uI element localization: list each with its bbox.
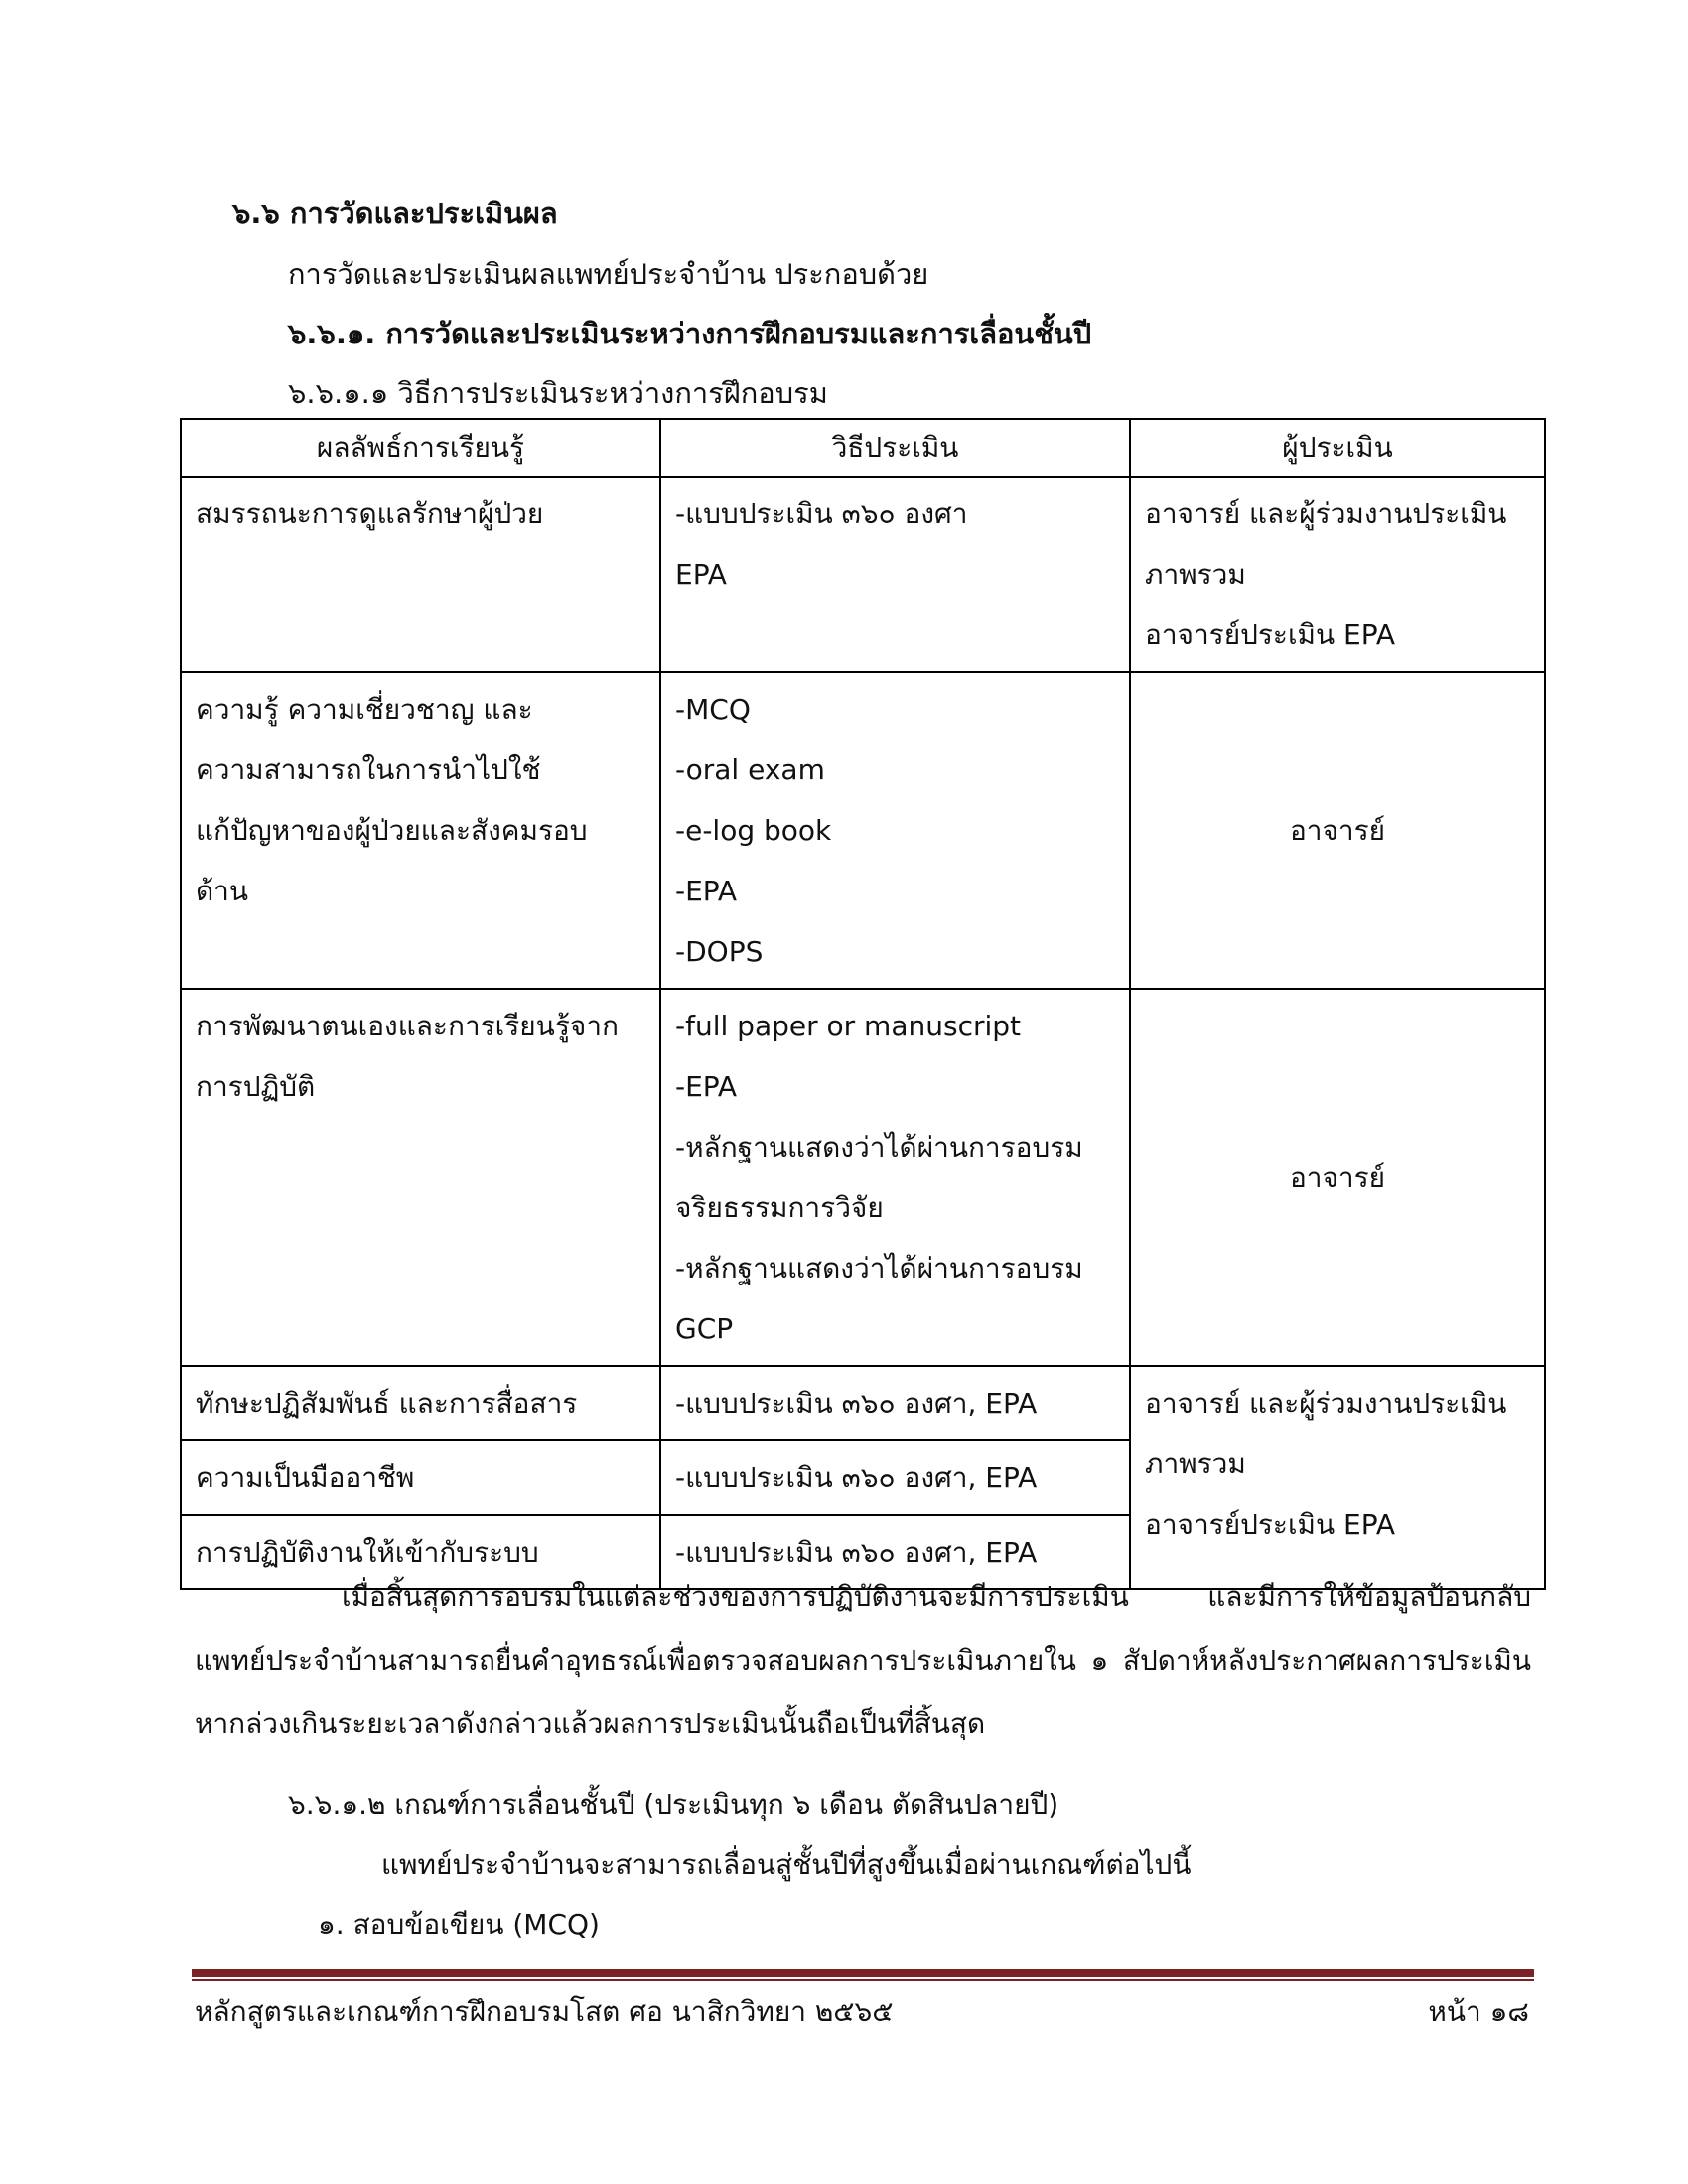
outcome-line: ความเป็นมืออาชีพ — [196, 1461, 415, 1494]
assessor-line: อาจารย์ และผู้ร่วมงานประเมิน — [1145, 497, 1507, 530]
table-row — [181, 672, 1545, 989]
outcome-line: สมรรถนะการดูแลรักษาผู้ป่วย — [196, 497, 544, 530]
table-header-row — [181, 419, 1545, 477]
assessor-cell-merged — [1130, 1366, 1545, 1589]
method-line: GCP — [675, 1312, 734, 1345]
table-row — [181, 1366, 1545, 1440]
outcome-cell — [181, 1440, 660, 1515]
outcome-line: ความรู้ ความเชี่ยวชาญ และ — [196, 693, 533, 726]
criteria-intro: แพทย์ประจำบ้านจะสามารถเลื่อนสู่ชั้นปีที่สูงขึ้นเมื่อผ่านเกณฑ์ต่อไปนี้ — [381, 1848, 1192, 1881]
outcome-cell — [181, 1366, 660, 1440]
outcome-line: ความสามารถในการนำไปใช้ — [196, 753, 541, 786]
assessor-line: อาจารย์ประเมิน EPA — [1145, 618, 1395, 651]
criteria-item: ๑. สอบข้อเขียน (MCQ) — [318, 1908, 600, 1941]
method-line: EPA — [675, 558, 727, 591]
table-row — [181, 477, 1545, 672]
outcome-line: การปฏิบัติ — [196, 1070, 316, 1103]
assessor-line: อาจารย์ และผู้ร่วมงานประเมิน — [1145, 1387, 1507, 1420]
method-line: -EPA — [675, 1070, 738, 1103]
assessor-cell — [1130, 477, 1545, 672]
method-line: -แบบประเมิน ๓๖๐ องศา — [675, 497, 968, 530]
outcome-cell — [181, 672, 660, 989]
method-line: -EPA — [675, 875, 738, 907]
assessor-line: อาจารย์ — [1289, 814, 1386, 847]
footer-rule-thin — [192, 1979, 1534, 1981]
method-line: -แบบประเมิน ๓๖๐ องศา, EPA — [675, 1461, 1038, 1494]
header-outcome: ผลลัพธ์การเรียนรู้ — [181, 419, 660, 477]
header-assessor: ผู้ประเมิน — [1130, 419, 1545, 477]
footer-title: หลักสูตรและเกณฑ์การฝึกอบรมโสต ศอ นาสิกวิทยา ๒๕๖๕ — [195, 1995, 894, 2028]
section-heading: ๖.๖ การวัดและประเมินผล — [232, 197, 558, 230]
assessment-table — [180, 418, 1546, 1590]
outcome-line: การปฏิบัติงานให้เข้ากับระบบ — [196, 1536, 539, 1569]
method-line: -แบบประเมิน ๓๖๐ องศา, EPA — [675, 1387, 1038, 1420]
method-line: -หลักฐานแสดงว่าได้ผ่านการอบรม — [675, 1131, 1083, 1163]
outcome-line: ทักษะปฏิสัมพันธ์ และการสื่อสาร — [196, 1387, 578, 1420]
criteria-heading: ๖.๖.๑.๒ เกณฑ์การเลื่อนชั้นปี (ประเมินทุก ๖ เดือน ตัดสินปลายปี) — [288, 1788, 1059, 1821]
outcome-line: แก้ปัญหาของผู้ป่วยและสังคมรอบ — [196, 814, 588, 847]
table-row — [181, 989, 1545, 1366]
header-method: วิธีประเมิน — [660, 419, 1130, 477]
assessor-line: ภาพรวม — [1145, 1447, 1246, 1480]
outcome-cell — [181, 989, 660, 1366]
outcome-line: การพัฒนาตนเองและการเรียนรู้จาก — [196, 1010, 619, 1042]
method-cell — [660, 1440, 1130, 1515]
subsubsection-heading: ๖.๖.๑.๑ วิธีการประเมินระหว่างการฝึกอบรม — [288, 376, 828, 410]
method-line: -MCQ — [675, 693, 751, 726]
method-line: -e-log book — [675, 814, 832, 847]
method-line: -full paper or manuscript — [675, 1010, 1022, 1042]
outcome-line: ด้าน — [196, 875, 249, 907]
method-cell — [660, 989, 1130, 1366]
outcome-cell — [181, 477, 660, 672]
footer-rule-thick — [192, 1969, 1534, 1977]
assessor-line: ภาพรวม — [1145, 558, 1246, 591]
method-line: -oral exam — [675, 753, 825, 786]
assessor-line: อาจารย์ — [1289, 1160, 1386, 1194]
appeal-paragraph — [195, 1566, 1531, 1756]
method-line: จริยธรรมการวิจัย — [675, 1191, 884, 1224]
assessor-cell — [1130, 989, 1545, 1366]
assessor-line: อาจารย์ประเมิน EPA — [1145, 1508, 1395, 1541]
subsection-heading: ๖.๖.๑. การวัดและประเมินระหว่างการฝึกอบรมและการเลื่อนชั้นปี — [288, 317, 1092, 350]
section-intro: การวัดและประเมินผลแพทย์ประจำบ้าน ประกอบด้วย — [288, 257, 929, 291]
assessor-cell — [1130, 672, 1545, 989]
appeal-paragraph-text: เมื่อสิ้นสุดการอบรมในแต่ละช่วงของการปฏิบัติงานจะมีการประเมิน และมีการให้ข้อมูลป้อนกลับ แพทย์ประจำบ้านสามารถยื่นคำอุทธรณ์เพื่อตรวจสอบผลการประเมินภายใน ๑ สัปดาห์หลังประกาศผลการประเมิน หากล่วงเกินระยะเวลาดังกล่าวแล้วผลการประเมินนั้นถือเป็นที่สิ้นสุด — [195, 1580, 1531, 1740]
method-cell — [660, 672, 1130, 989]
method-line: -แบบประเมิน ๓๖๐ องศา, EPA — [675, 1536, 1038, 1569]
page-number: หน้า ๑๘ — [1428, 1995, 1529, 2028]
method-cell — [660, 1366, 1130, 1440]
method-cell — [660, 477, 1130, 672]
method-line: -หลักฐานแสดงว่าได้ผ่านการอบรม — [675, 1252, 1083, 1285]
method-line: -DOPS — [675, 935, 764, 968]
